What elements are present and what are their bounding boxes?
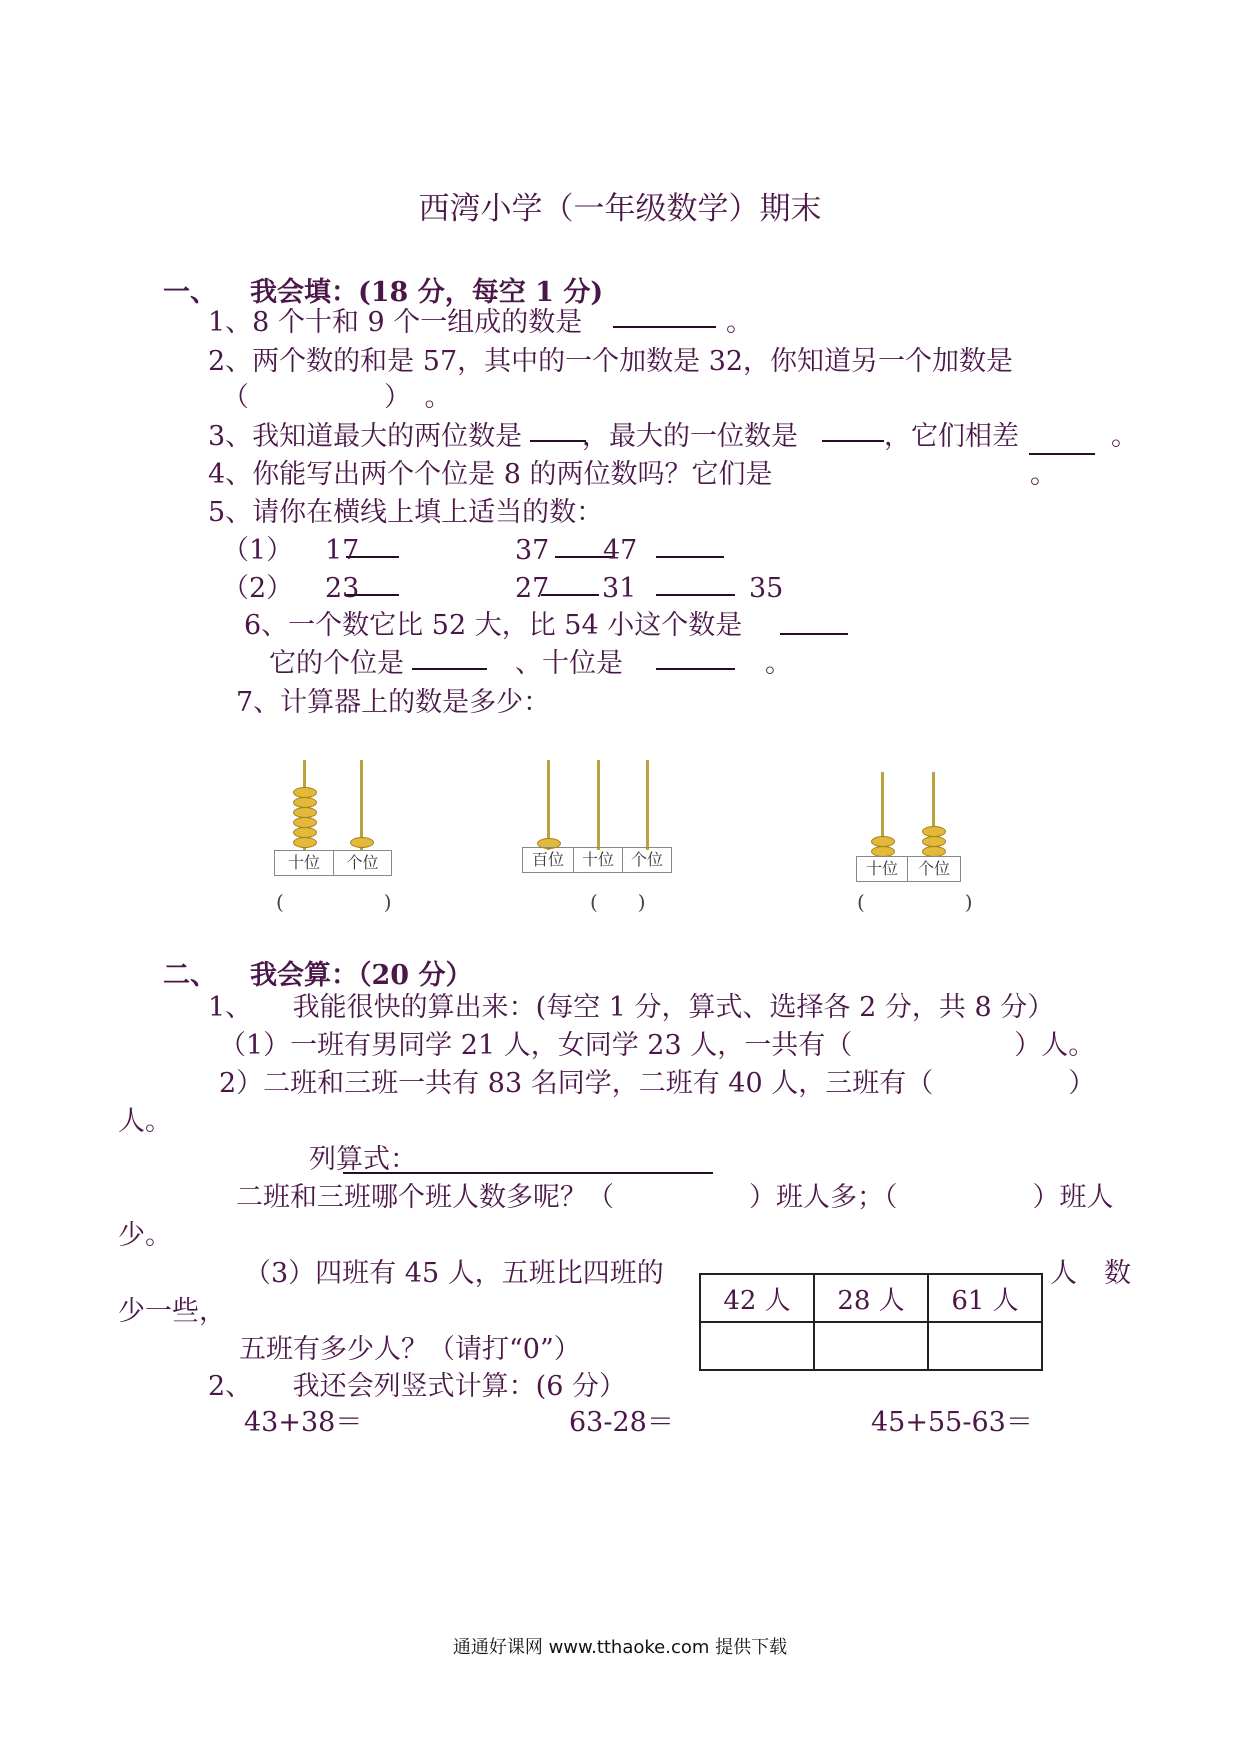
s2-q1-p3a-end: 人 数: [1050, 1258, 1131, 1289]
option-61: 61 人: [928, 1274, 1042, 1322]
q6-text: 6、一个数它比 52 大，比 54 小这个数是: [244, 610, 743, 641]
q1-end: 。: [726, 307, 753, 338]
s2-q1-p2: 2）二班和三班一共有 83 名同学，二班有 40 人，三班有（ ）: [219, 1068, 1096, 1099]
q3-b: ，最大的一位数是: [582, 421, 798, 452]
q5-row2-n1: 23: [325, 573, 360, 604]
q6-blank-3[interactable]: [656, 668, 735, 670]
option-28: 28 人: [814, 1274, 928, 1322]
q6-blank-1[interactable]: [780, 633, 848, 635]
abacus-3-label-tens: 十位: [856, 856, 908, 882]
footer: 通通好课网 www.tthaoke.com 提供下载: [452, 1637, 788, 1658]
q3-blank-2[interactable]: [822, 440, 884, 442]
q6-a: 它的个位是: [269, 648, 404, 679]
abacus-2-label-hundreds: 百位: [522, 847, 574, 873]
q7-text: 7、计算器上的数是多少：: [236, 687, 551, 718]
q6-blank-2[interactable]: [412, 668, 487, 670]
q5-row1-n1: 17: [325, 535, 360, 566]
s2-q1-p3c: 五班有多少人？（请打“0”）: [239, 1334, 581, 1365]
q5-row1-n3: 47: [603, 535, 638, 566]
q5-row2-n4: 35: [749, 573, 784, 604]
abacus-2-label-ones: 个位: [622, 847, 672, 873]
answer-cell-28[interactable]: [814, 1322, 928, 1370]
q4-end: 。: [1030, 459, 1057, 490]
section2-heading: 我会算：（20 分）: [250, 960, 473, 991]
s2-q1-compare-cont: 少。: [118, 1220, 172, 1251]
formula-blank[interactable]: [343, 1172, 713, 1174]
q3-c: ，它们相差: [884, 421, 1019, 452]
abacus-1-label-ones: 个位: [333, 850, 392, 876]
s2-q1-p1: （1）一班有男同学 21 人，女同学 23 人，一共有（ ）人。: [219, 1030, 1096, 1061]
q5-text: 5、请你在横线上填上适当的数：: [208, 497, 604, 528]
q5-row2-n2: 27: [515, 573, 550, 604]
abacus-2-rod-hundreds: [547, 760, 550, 850]
q3-blank-3[interactable]: [1029, 453, 1095, 455]
s2-q1-p2-cont: 人。: [118, 1106, 172, 1137]
q5-row1-label: （1）: [222, 535, 294, 566]
q6-b: 、十位是: [515, 648, 623, 679]
section1-number: 一、: [163, 277, 217, 308]
abacus-2-answer[interactable]: ( ): [590, 890, 646, 914]
options-table: [699, 1273, 1043, 1371]
abacus-2-rod-ones: [646, 760, 649, 850]
q3-end: 。: [1111, 421, 1138, 452]
answer-cell-61[interactable]: [928, 1322, 1042, 1370]
s2-q1-compare: 二班和三班哪个班人数多呢？（ ）班人多；（ ）班人: [236, 1182, 1114, 1213]
q5-row2-n3: 31: [602, 573, 637, 604]
q2-text: 2、两个数的和是 57，其中的一个加数是 32，你知道另一个加数是: [208, 346, 1014, 377]
q6-end: 。: [765, 648, 792, 679]
q4-text: 4、你能写出两个个位是 8 的两位数吗？它们是: [208, 459, 773, 490]
section2-number: 二、: [163, 960, 217, 991]
q2-paren[interactable]: （ ） 。: [222, 382, 452, 413]
abacus-1-label-tens: 十位: [274, 850, 334, 876]
q5-row2-blank-2[interactable]: [541, 594, 599, 596]
abacus-1-answer[interactable]: ( ): [276, 890, 392, 914]
abacus-bead: [293, 837, 317, 848]
q5-row1-n2: 37: [515, 535, 550, 566]
s2-q1-formula: 列算式：: [309, 1144, 417, 1175]
s2-q1-text: 1、 我能很快的算出来：(每空 1 分，算式、选择各 2 分，共 8 分）: [208, 992, 1055, 1023]
expr-2: 63-28＝: [569, 1407, 674, 1438]
abacus-3-label-ones: 个位: [907, 856, 961, 882]
abacus-bead: [350, 837, 374, 848]
q5-row1-blank-1[interactable]: [346, 556, 399, 558]
answer-cell-42[interactable]: [700, 1322, 814, 1370]
q5-row2-blank-3[interactable]: [656, 594, 735, 596]
q5-row1-blank-3[interactable]: [656, 556, 724, 558]
s2-q1-p3a: （3）四班有 45 人，五班比四班的: [244, 1258, 664, 1289]
q3-a: 3、我知道最大的两位数是: [208, 421, 523, 452]
q5-row2-blank-1[interactable]: [346, 594, 399, 596]
s2-q1-p3b: 少一些，: [118, 1296, 226, 1327]
expr-3: 45+55-63＝: [871, 1407, 1033, 1438]
q1-text: 1、8 个十和 9 个一组成的数是: [208, 307, 583, 338]
q3-blank-1[interactable]: [530, 440, 586, 442]
expr-1: 43+38＝: [244, 1407, 363, 1438]
q1-blank[interactable]: [613, 326, 716, 328]
q5-row2-label: （2）: [222, 573, 294, 604]
abacus-2-label-tens: 十位: [573, 847, 623, 873]
section1-heading: 我会填：(18 分，每空 1 分): [250, 277, 604, 308]
abacus-2-rod-tens: [597, 760, 600, 850]
option-42: 42 人: [700, 1274, 814, 1322]
s2-q2-text: 2、 我还会列竖式计算：(6 分）: [208, 1371, 626, 1402]
abacus-3-answer[interactable]: ( ): [857, 890, 973, 914]
page-title: 西湾小学（一年级数学）期末: [418, 191, 822, 227]
